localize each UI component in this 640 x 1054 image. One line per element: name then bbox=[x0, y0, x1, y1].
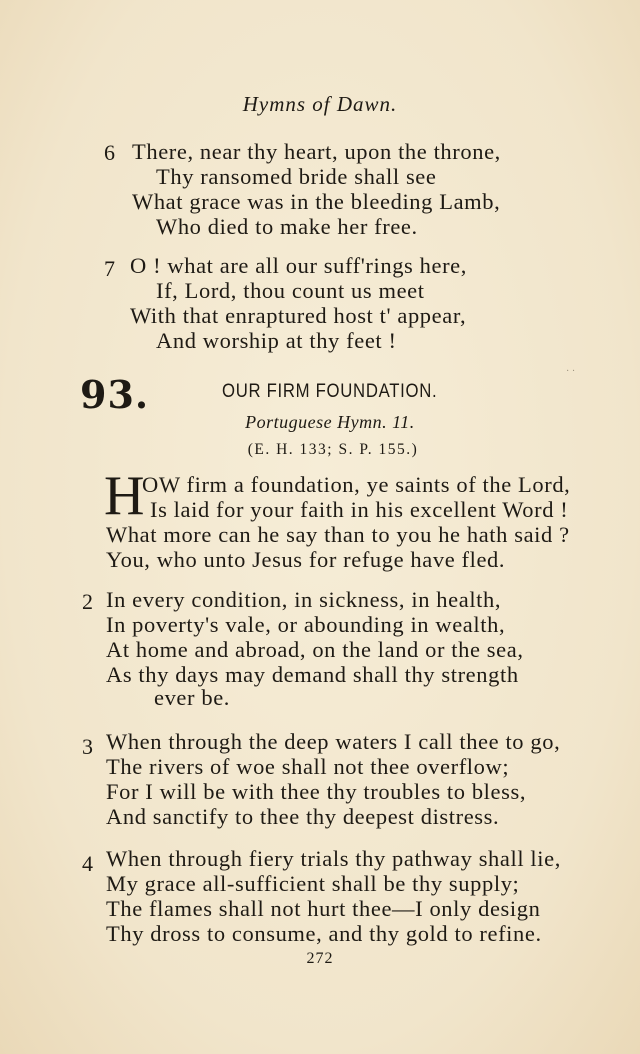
verse-line: There, near thy heart, upon the throne, bbox=[132, 139, 501, 164]
verse-line: In every condition, in sickness, in health, bbox=[106, 587, 502, 612]
verse-line: What more can he say than to you he hath said ? bbox=[106, 522, 570, 547]
verse-line: Is laid for your faith in his excellent Word ! bbox=[150, 497, 569, 522]
verse-line: O ! what are all our suff'rings here, bbox=[130, 253, 467, 278]
verse-line: When through fiery trials thy pathway shall lie, bbox=[106, 846, 561, 871]
verse-line: For I will be with thee thy troubles to bless, bbox=[106, 779, 527, 804]
verse-line: Who died to make her free. bbox=[156, 214, 418, 239]
stanza-number: 7 bbox=[104, 256, 115, 281]
verse-line: ever be. bbox=[154, 685, 231, 710]
verse-line: In poverty's vale, or abounding in wealth, bbox=[106, 612, 506, 637]
verse-line: OW firm a foundation, ye saints of the Lord, bbox=[142, 472, 571, 497]
stanza-number: 6 bbox=[104, 140, 115, 165]
verse-line: As thy days may demand shall thy strength bbox=[106, 662, 519, 687]
verse-line: The rivers of woe shall not thee overflow; bbox=[106, 754, 510, 779]
hymn-title: OUR FIRM FOUNDATION. bbox=[222, 381, 438, 402]
verse-line: At home and abroad, on the land or the sea, bbox=[106, 637, 524, 662]
verse-line: When through the deep waters I call thee to go, bbox=[106, 729, 561, 754]
verse-line: Thy dross to consume, and thy gold to refine. bbox=[106, 921, 542, 946]
verse-line: My grace all-sufficient shall be thy supply; bbox=[106, 871, 520, 896]
page-number: 272 bbox=[306, 950, 334, 967]
drop-cap: H bbox=[104, 465, 145, 527]
stanza-number: 2 bbox=[82, 589, 93, 614]
hymnal-reference: (E. H. 133; S. P. 155.) bbox=[247, 441, 419, 458]
verse-line: With that enraptured host t' appear, bbox=[130, 303, 467, 328]
verse-line: What grace was in the bleeding Lamb, bbox=[132, 189, 501, 214]
stanza-number: 4 bbox=[82, 851, 93, 876]
verse-line: Thy ransomed bride shall see bbox=[156, 164, 437, 189]
verse-line: The flames shall not hurt thee—I only design bbox=[106, 896, 541, 921]
verse-line: You, who unto Jesus for refuge have fled. bbox=[106, 547, 506, 572]
stanza-number: 3 bbox=[82, 734, 93, 759]
verse-line: And sanctify to thee thy deepest distress. bbox=[106, 804, 500, 829]
page-speck: · · bbox=[566, 366, 576, 377]
running-head: Hymns of Dawn. bbox=[242, 92, 398, 116]
hymn-number: 93. bbox=[80, 372, 150, 417]
verse-line: If, Lord, thou count us meet bbox=[156, 278, 425, 303]
tune-name: Portuguese Hymn. 11. bbox=[245, 412, 415, 432]
verse-line: And worship at thy feet ! bbox=[156, 328, 397, 353]
